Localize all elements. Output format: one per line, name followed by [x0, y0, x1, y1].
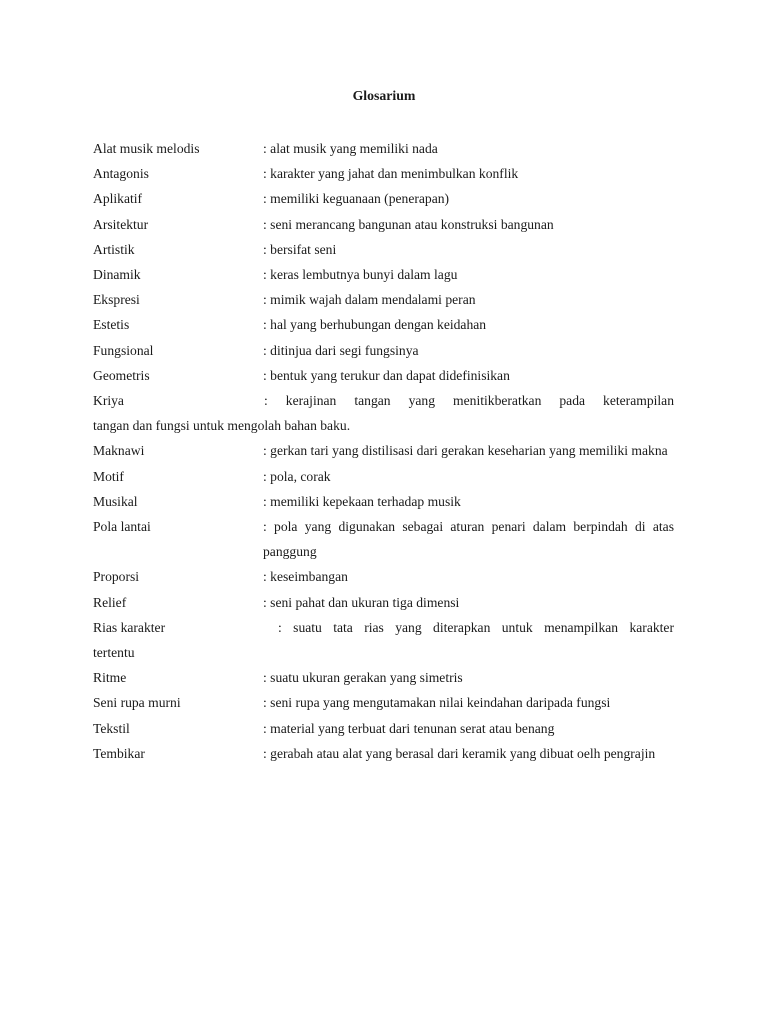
glossary-term: Maknawi [93, 443, 145, 459]
glossary-entry [93, 136, 674, 161]
glossary-entry [93, 161, 674, 186]
glossary-definition: : seni rupa yang mengutamakan nilai keindahan daripada fungsi [263, 695, 611, 711]
glossary-definition: : suatu ukuran gerakan yang simetris [263, 670, 463, 686]
glossary-entry [93, 615, 674, 665]
glossary-entry [93, 514, 674, 564]
glossary-term: Proporsi [93, 569, 140, 585]
glossary-term: Aplikatif [93, 191, 143, 207]
glossary-term: Pola lantai [93, 519, 151, 535]
page-title: Glosarium [352, 88, 416, 103]
glossary-definition: : pola, corak [263, 468, 331, 484]
glossary-term: Arsitektur [93, 216, 149, 232]
glossary-entry [93, 464, 674, 489]
glossary-entry [93, 312, 674, 337]
glossary-entry [93, 716, 674, 741]
glossary-term: Artistik [93, 241, 135, 257]
glossary-term: Rias karakter [93, 619, 166, 635]
glossary-definition: : memiliki kepekaan terhadap musik [263, 493, 461, 509]
glossary-definition: : pola yang digunakan sebagai aturan penari dalam berpindah di atas panggung [263, 519, 674, 560]
glossary-entry-line [93, 388, 674, 413]
glossary-definition: : hal yang berhubungan dengan keidahan [263, 317, 487, 333]
glossary-definition: : gerkan tari yang distilisasi dari gerakan keseharian yang memiliki makna [263, 443, 668, 459]
glossary-definition: : bentuk yang terukur dan dapat didefinisikan [263, 367, 510, 383]
glossary-term: Dinamik [93, 267, 141, 283]
glossary-list [93, 136, 674, 766]
glossary-definition: : keras lembutnya bunyi dalam lagu [263, 267, 458, 283]
glossary-definition: : memiliki keguanaan (penerapan) [263, 191, 450, 207]
glossary-entry [93, 338, 674, 363]
glossary-term: Seni rupa murni [93, 695, 181, 711]
glossary-entry [93, 363, 674, 388]
glossary-entry [93, 186, 674, 211]
glossary-definition: : seni merancang bangunan atau konstruksi bangunan [263, 216, 554, 232]
glossary-term: Tembikar [93, 745, 145, 761]
glossary-entry [93, 564, 674, 589]
glossary-definition: : suatu tata rias yang diterapkan untuk menampilkan karakter [278, 619, 674, 635]
glossary-term: Relief [93, 594, 127, 610]
glossary-definition: : keseimbangan [263, 569, 348, 585]
glossary-term: Fungsional [93, 342, 154, 358]
glossary-definition-continued: tangan dan fungsi untuk mengolah bahan baku. [93, 418, 351, 434]
glossary-term: Tekstil [93, 720, 130, 736]
glossary-term: Kriya [93, 393, 124, 409]
glossary-definition-continued: tertentu [93, 645, 135, 661]
glossary-entry [93, 590, 674, 615]
glossary-definition: : material yang terbuat dari tenunan serat atau benang [263, 720, 555, 736]
glossary-entry [93, 665, 674, 690]
glossary-entry [93, 438, 674, 463]
glossary-entry [93, 262, 674, 287]
glossary-entry [93, 237, 674, 262]
glossary-term: Ekspresi [93, 292, 140, 308]
glossary-definition: : kerajinan tangan yang menitikberatkan pada keterampilan [264, 393, 674, 409]
glossary-entry-line [93, 615, 674, 640]
glossary-definition: : bersifat seni [263, 241, 337, 257]
glossary-entry [93, 388, 674, 438]
glossary-definition: : ditinjua dari segi fungsinya [263, 342, 419, 358]
glossary-term: Alat musik melodis [93, 141, 200, 156]
glossary-definition: : karakter yang jahat dan menimbulkan konflik [263, 166, 519, 182]
glossary-definition: : seni pahat dan ukuran tiga dimensi [263, 594, 460, 610]
glossary-term: Geometris [93, 367, 150, 383]
glossary-term: Motif [93, 468, 124, 484]
glossary-term: Estetis [93, 317, 130, 333]
glossary-entry [93, 212, 674, 237]
glossary-term: Antagonis [93, 166, 149, 182]
glossary-definition: : alat musik yang memiliki nada [263, 141, 438, 156]
glossary-definition: : gerabah atau alat yang berasal dari keramik yang dibuat oelh pengrajin [263, 745, 656, 761]
glossary-definition: : mimik wajah dalam mendalami peran [263, 292, 476, 308]
glossary-term: Ritme [93, 670, 127, 686]
glossary-entry [93, 489, 674, 514]
glossary-term: Musikal [93, 493, 138, 509]
glossary-entry [93, 741, 674, 766]
glossary-entry [93, 690, 674, 715]
glossary-entry [93, 287, 674, 312]
